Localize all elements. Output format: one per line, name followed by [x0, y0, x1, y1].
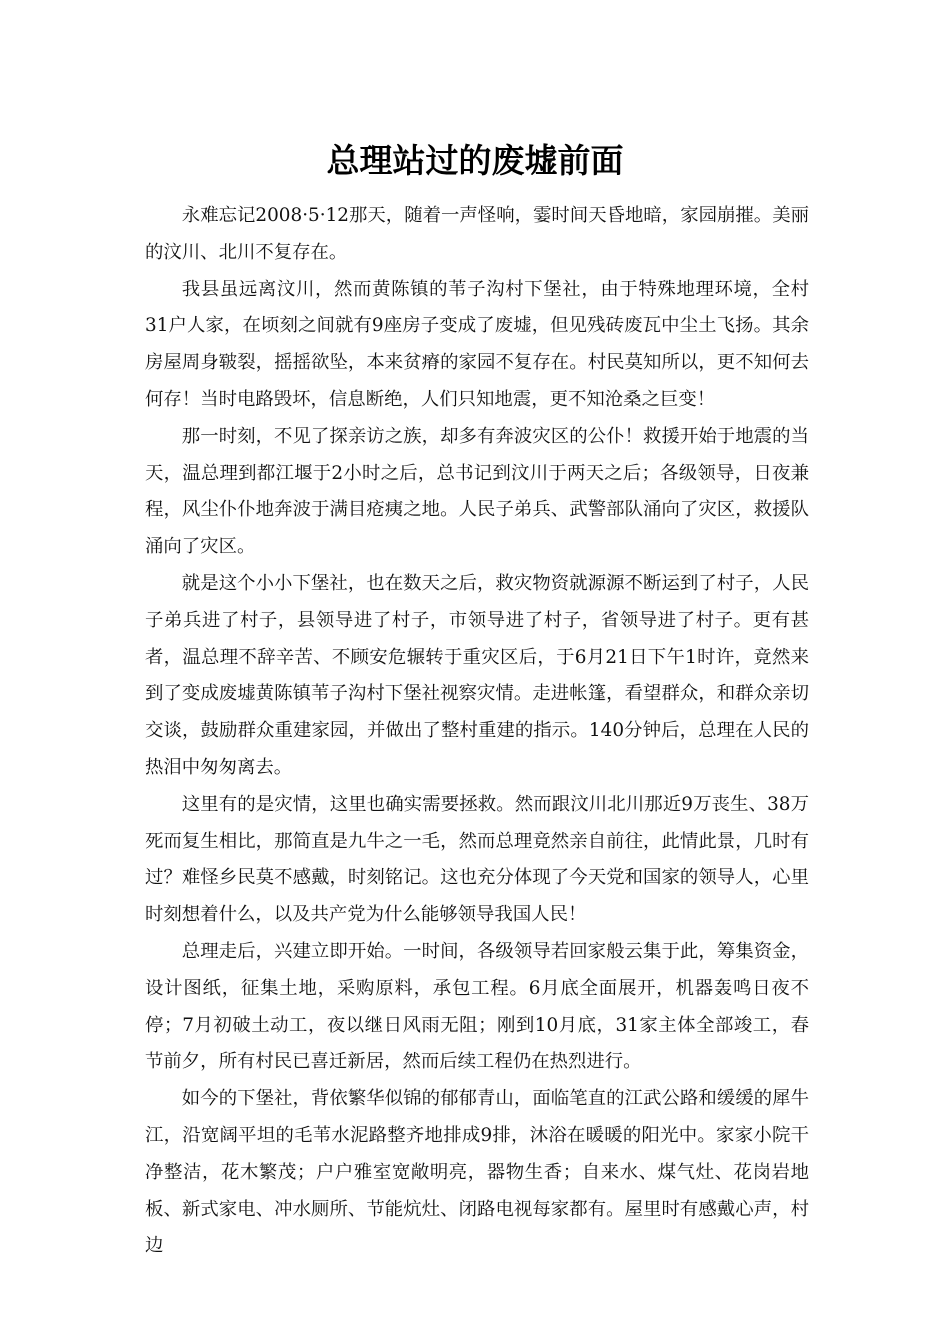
paragraph: 总理走后，兴建立即开始。一时间，各级领导若回家般云集于此，筹集资金，设计图纸，征集土地，采购原料，承包工程。6月底全面展开，机器轰鸣日夜不停；7月初破土动工，夜以继日风雨无阻；刚到10月底，31家主体全部竣工，春节前夕，所有村民已喜迁新居，然而后续工程仍在热烈进行。: [145, 940, 809, 1073]
paragraph: 就是这个小小下堡社，也在数天之后，救灾物资就源源不断运到了村子，人民子弟兵进了村子，县领导进了村子，市领导进了村子，省领导进了村子。更有甚者，温总理不辞辛苦、不顾安危辗转于重灾区后，于6月21日下午1时许，竟然来到了变成废墟黄陈镇苇子沟村下堡社视察灾情。走进帐篷，看望群众，和群众亲切交谈，鼓励群众重建家园，并做出了整村重建的指示。140分钟后，总理在人民的热泪中匆匆离去。: [145, 572, 809, 778]
document-body: [145, 198, 809, 1265]
paragraph: 如今的下堡社，背依繁华似锦的郁郁青山，面临笔直的江武公路和缓缓的犀牛江，沿宽阔平坦的毛苇水泥路整齐地排成9排，沐浴在暖暖的阳光中。家家小院干净整洁，花木繁茂；户户雅室宽敞明亮，器物生香；自来水、煤气灶、花岗岩地板、新式家电、冲水厕所、节能炕灶、闭路电视每家都有。屋里时有感戴心声，村边: [145, 1088, 809, 1257]
paragraph: 我县虽远离汶川，然而黄陈镇的苇子沟村下堡社，由于特殊地理环境，全村31户人家，在顷刻之间就有9座房子变成了废墟，但见残砖废瓦中尘土飞扬。其余房屋周身皲裂，摇摇欲坠，本来贫瘠的家园不复存在。村民莫知所以，更不知何去何存！当时电路毁坏，信息断绝，人们只知地震，更不知沧桑之巨变！: [145, 278, 809, 410]
document-title: 总理站过的废墟前面: [326, 141, 624, 180]
paragraph: 那一时刻，不见了探亲访之族，却多有奔波灾区的公仆！救援开始于地震的当天，温总理到都江堰于2小时之后，总书记到汶川于两天之后；各级领导，日夜兼程，风尘仆仆地奔波于满目疮痍之地。人民子弟兵、武警部队涌向了灾区，救援队涌向了灾区。: [145, 425, 809, 558]
paragraph: 这里有的是灾情，这里也确实需要拯救。然而跟汶川北川那近9万丧生、38万死而复生相比，那简直是九牛之一毛，然而总理竟然亲自前往，此情此景，几时有过？难怪乡民莫不感戴，时刻铭记。这也充分体现了今天党和国家的领导人，心里时刻想着什么，以及共产党为什么能够领导我国人民！: [145, 793, 809, 926]
paragraph: 永难忘记2008·5·12那天，随着一声怪响，霎时间天昏地暗，家园崩摧。美丽的汶川、北川不复存在。: [145, 205, 809, 263]
